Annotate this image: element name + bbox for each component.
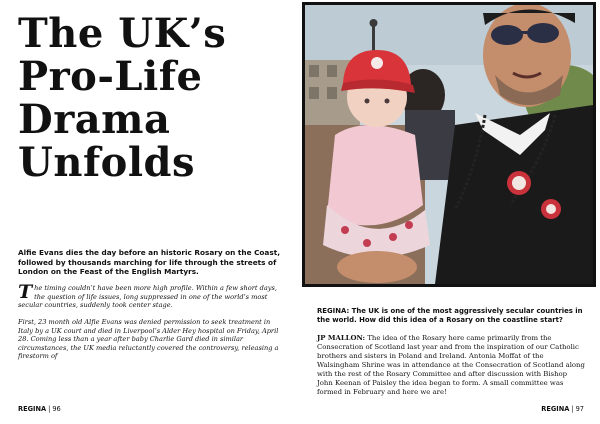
article-title: [18, 12, 288, 184]
right-page: [300, 0, 600, 424]
lead-paragraph: [18, 281, 282, 310]
page-footer-left: [18, 405, 61, 413]
page-number: 96: [52, 405, 61, 413]
magazine-name: REGINA: [18, 405, 47, 413]
title-line: The UK’s: [18, 10, 227, 57]
title-line: Pro-Life: [18, 53, 203, 100]
interview-answer: [317, 334, 585, 397]
photo-man-holding-baby-icon: [305, 5, 593, 284]
footer-separator: |: [48, 405, 51, 413]
standfirst: Alfie Evans dies the day before an historic Rosary on the Coast, followed by thousands marching for life through the streets of London on the Feast of the English Martyrs.: [18, 248, 280, 277]
answer-text: The idea of the Rosary here came primarily from the Consecration of Scotland last year and from the inspiration of our Catholic brothers and sisters in Poland and Ireland. Antonia Moffat of the Walsingham Shrine was in attendance at the Consecration of Scotland along with the rest of the Rosary Committee and after discussion with Bishop John Keenan of Paisley the idea began to form. A small committee was formed in February and here we are!: [317, 334, 585, 396]
title-line: Unfolds: [18, 139, 196, 186]
answer-speaker: JP MALLON:: [317, 334, 366, 342]
footer-separator: |: [571, 405, 574, 413]
article-photo: [302, 2, 596, 287]
drop-cap: T: [18, 281, 33, 303]
lead-text: he timing couldn’t have been more high profile. Within a few short days, the question of life issues, long suppressed in one of the world’s most secular countries, suddenly took center stage.: [18, 284, 277, 310]
magazine-name: REGINA: [541, 405, 570, 413]
body-paragraph: First, 23 month old Alfie Evans was denied permission to seek treatment in Italy by a UK court and died in Liverpool’s Alder Hey hospital on Friday, April 28. Coming less than a year after baby Charlie Gard died in similar circumstances, the UK media reluctantly covered the controversy, releasing a firestorm of: [18, 318, 279, 361]
page-number: 97: [575, 405, 584, 413]
title-line: Drama: [18, 96, 171, 143]
interview-question: REGINA: The UK is one of the most aggressively secular countries in the world. How did this idea of a Rosary on the coastline start?: [317, 307, 583, 324]
page-footer-right: [541, 405, 584, 413]
